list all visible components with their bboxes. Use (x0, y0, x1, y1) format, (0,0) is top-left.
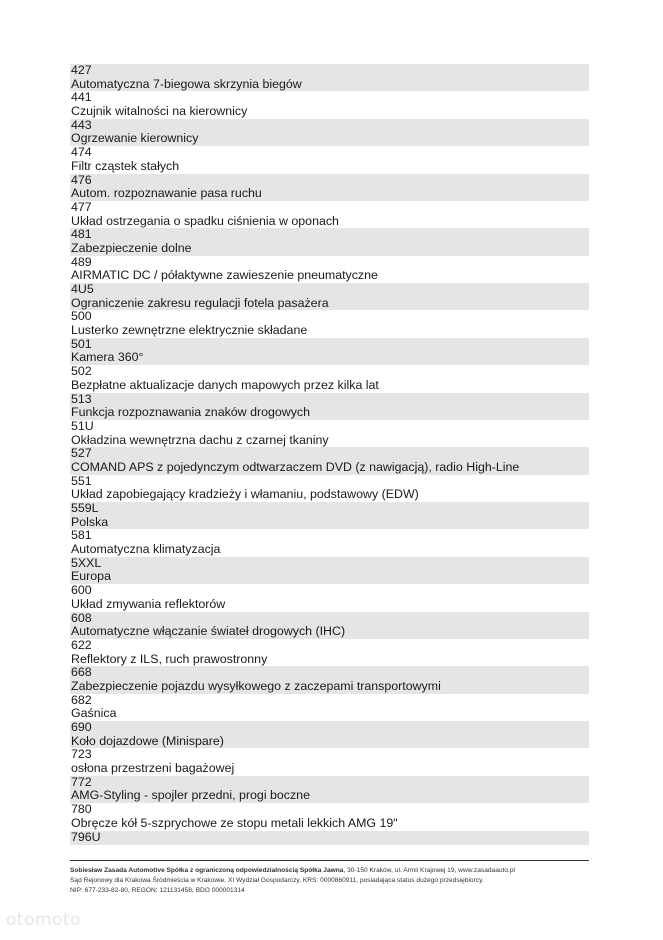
equipment-description: Lusterko zewnętrzne elektrycznie składane (71, 324, 308, 338)
equipment-code: 690 (71, 721, 92, 734)
equipment-description: AMG-Styling - spojler przedni, progi boczne (71, 789, 310, 803)
equipment-entry (70, 721, 589, 748)
equipment-entry (70, 612, 589, 639)
equipment-code: 443 (71, 118, 92, 132)
equipment-entry (70, 228, 589, 255)
equipment-entry (70, 529, 589, 556)
equipment-entry (70, 776, 589, 803)
equipment-entry (70, 475, 589, 502)
equipment-entry (70, 338, 589, 365)
equipment-code: 481 (71, 228, 92, 242)
equipment-description: COMAND APS z pojedynczym odtwarzaczem DVD (z nawigacją), radio High-Line (71, 460, 520, 474)
equipment-entry (70, 803, 589, 830)
equipment-description: Zabezpieczenie pojazdu wysyłkowego z zaczepami transportowymi (71, 679, 441, 693)
equipment-code: 4U5 (71, 283, 94, 296)
equipment-entry (70, 174, 589, 201)
equipment-code: 476 (71, 173, 92, 187)
footer-address: , 30-150 Kraków, ul. Armii Krajowej 19, www.zasadaauto.pl (343, 867, 515, 874)
equipment-entry (70, 201, 589, 228)
equipment-description: Bezpłatne aktualizacje danych mapowych przez kilka lat (71, 378, 379, 392)
equipment-entry (70, 310, 589, 337)
footer-tax-ids: NIP: 677-233-82-80, REGON: 121131458, BDO 000001314 (70, 887, 245, 894)
equipment-code: 581 (71, 529, 92, 543)
equipment-description: Układ zmywania reflektorów (71, 597, 226, 611)
equipment-description: Filtr cząstek stałych (71, 159, 180, 173)
equipment-code: 5XXL (71, 556, 102, 570)
equipment-code: 551 (71, 474, 92, 488)
footer-court-registration: Sąd Rejonowy dla Krakowa Śródmieścia w Krakowie, XI Wydział Gospodarczy, KRS: 0000860911, posiadająca status dużego przedsiębiorcy. (70, 877, 484, 884)
equipment-entry (70, 365, 589, 392)
equipment-entry (70, 64, 589, 91)
equipment-description: osłona przestrzeni bagażowej (71, 762, 235, 776)
equipment-description: Układ ostrzegania o spadku ciśnienia w oponach (71, 214, 339, 228)
equipment-entry (70, 584, 589, 611)
equipment-list (70, 64, 589, 845)
equipment-description: Obręcze kół 5-szprychowe ze stopu metali lekkich AMG 19" (71, 816, 398, 830)
equipment-description: Ograniczenie zakresu regulacji fotela pasażera (71, 296, 329, 310)
equipment-code: 441 (71, 91, 92, 105)
equipment-entry (70, 748, 589, 775)
equipment-code: 682 (71, 693, 92, 707)
equipment-code: 668 (71, 666, 92, 680)
equipment-entry (70, 666, 589, 693)
equipment-code: 427 (71, 64, 92, 77)
equipment-description: Układ zapobiegający kradzieży i włamaniu, podstawowy (EDW) (71, 488, 419, 502)
equipment-entry (70, 420, 589, 447)
equipment-code: 489 (71, 255, 92, 269)
equipment-description: Funkcja rozpoznawania znaków drogowych (71, 406, 310, 420)
equipment-description: Gaśnica (71, 707, 117, 721)
equipment-entry (70, 91, 589, 118)
equipment-code: 772 (71, 775, 92, 789)
equipment-description: Automatyczne włączanie świateł drogowych (IHC) (71, 625, 346, 639)
equipment-entry (70, 256, 589, 283)
equipment-entry (70, 146, 589, 173)
equipment-code: 608 (71, 611, 92, 625)
footer-company-line (70, 866, 589, 876)
equipment-code: 51U (71, 419, 94, 433)
equipment-entry (70, 831, 589, 845)
footer-company-name: Sobiesław Zasada Automotive Spółka z ograniczoną odpowiedzialnością Spółka Jawna (70, 867, 344, 874)
equipment-description: Automatyczna klimatyzacja (71, 543, 221, 557)
equipment-entry (70, 283, 589, 310)
equipment-code: 559L (71, 502, 99, 515)
equipment-description: Polska (71, 515, 109, 529)
equipment-code: 500 (71, 310, 92, 324)
equipment-description: Okładzina wewnętrzna dachu z czarnej tkaniny (71, 433, 329, 447)
equipment-description: Automatyczna 7-biegowa skrzynia biegów (71, 77, 302, 91)
equipment-code: 527 (71, 447, 92, 461)
equipment-code: 723 (71, 748, 92, 762)
equipment-entry (70, 447, 589, 474)
equipment-code: 796U (71, 830, 101, 844)
equipment-description: Ogrzewanie kierownicy (71, 132, 199, 146)
equipment-entry (70, 557, 589, 584)
equipment-description: Reflektory z ILS, ruch prawostronny (71, 652, 268, 666)
equipment-description: Kamera 360° (71, 351, 144, 365)
equipment-description: AIRMATIC DC / półaktywne zawieszenie pneumatyczne (71, 269, 378, 283)
equipment-entry (70, 639, 589, 666)
watermark-logo: otomoto (6, 910, 81, 930)
equipment-code: 474 (71, 146, 92, 160)
equipment-description: Europa (71, 570, 111, 584)
equipment-code: 513 (71, 392, 92, 406)
equipment-code: 780 (71, 803, 92, 817)
equipment-entry (70, 393, 589, 420)
equipment-description: Czujnik witalności na kierownicy (71, 105, 248, 119)
equipment-description: Autom. rozpoznawanie pasa ruchu (71, 187, 262, 201)
equipment-entry (70, 119, 589, 146)
equipment-code: 501 (71, 337, 92, 351)
equipment-description: Koło dojazdowe (Minispare) (71, 734, 224, 748)
equipment-code: 622 (71, 638, 92, 652)
equipment-code: 600 (71, 584, 92, 598)
equipment-entry (70, 694, 589, 721)
equipment-description: Zabezpieczenie dolne (71, 241, 192, 255)
equipment-code: 477 (71, 200, 92, 214)
company-footer (70, 860, 589, 896)
equipment-entry (70, 502, 589, 529)
equipment-code: 502 (71, 365, 92, 379)
